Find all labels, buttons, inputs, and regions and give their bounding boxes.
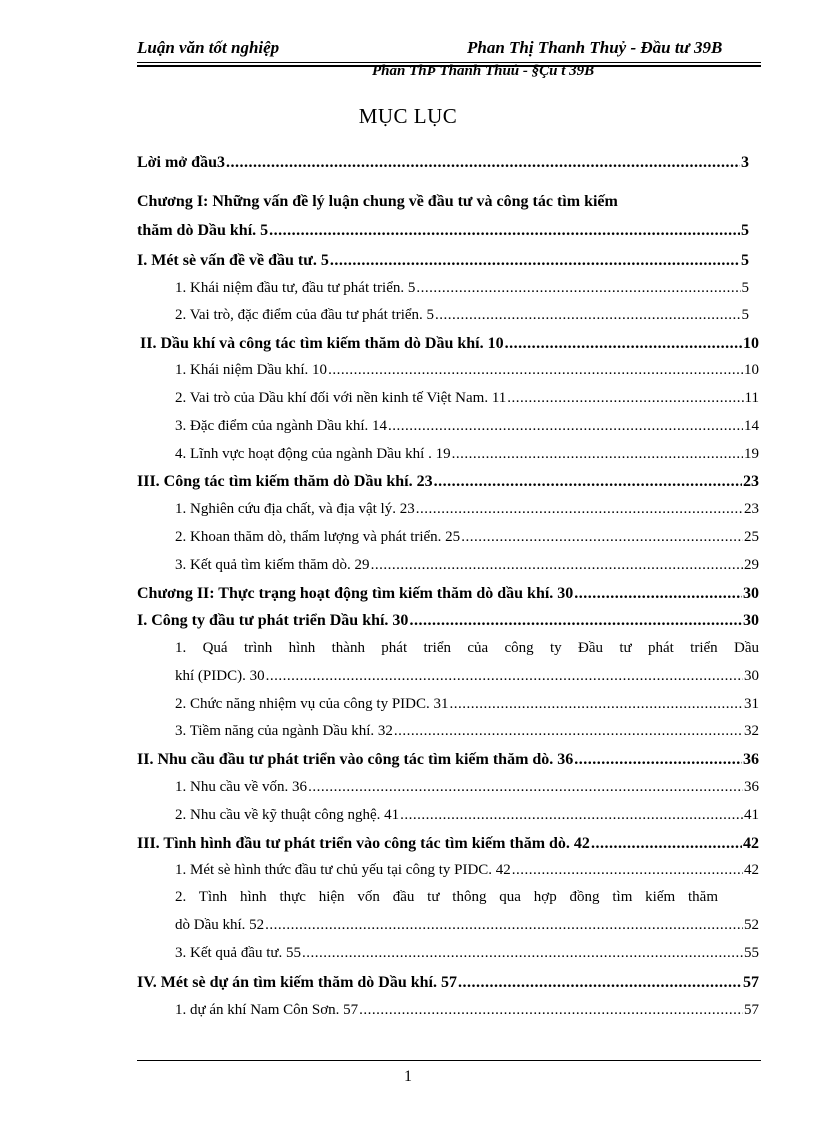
toc-entry-page: 5 [741, 280, 749, 296]
toc-leader [507, 390, 743, 407]
toc-entry-page: 55 [744, 945, 759, 961]
toc-entry[interactable] [175, 501, 759, 518]
toc-entry-page: 11 [744, 390, 759, 406]
toc-leader [505, 335, 742, 353]
toc-leader [371, 557, 743, 574]
toc-entry-page: 30 [743, 585, 759, 602]
toc-entry[interactable] [175, 362, 759, 379]
toc-entry-page: 10 [743, 335, 759, 352]
toc-entry-text: II. Dầu khí và công tác tìm kiếm thăm dò Dầu khí. 10 [140, 335, 504, 352]
toc-entry-text: Chương II: Thực trạng hoạt động tìm kiếm thăm dò dầu khí. 30 [137, 585, 574, 602]
toc-leader [388, 418, 743, 435]
footer-rule [137, 1060, 761, 1061]
toc-entry[interactable] [175, 862, 759, 879]
toc-entry[interactable] [175, 945, 759, 962]
toc-entry[interactable] [175, 529, 759, 546]
header-sub: Phan ThÞ Thanh Thuû - §Çu t 39B [372, 63, 595, 79]
toc-entry-page: 23 [744, 501, 759, 517]
toc-entry-text: III. Công tác tìm kiếm thăm dò Dầu khí. 23 [137, 473, 433, 490]
toc-leader [512, 862, 743, 879]
toc-entry-text: 2. Nhu cầu về kỹ thuật công nghệ. 41 [175, 807, 400, 823]
toc-entry-page: 30 [743, 612, 759, 629]
toc-entry-text: 3. Đặc điểm của ngành Dầu khí. 14 [175, 418, 388, 434]
toc-entry-page: 32 [744, 723, 759, 739]
toc-entry-text: thăm dò Dầu khí. 5 [137, 222, 269, 239]
toc-entry-text: 2. Khoan thăm dò, thẩm lượng và phát triển. 25 [175, 529, 461, 545]
toc-entry-page: 29 [744, 557, 759, 573]
toc-entry-page: 5 [741, 252, 749, 269]
toc-entry-text: 3. Kết quả tìm kiếm thăm dò. 29 [175, 557, 370, 573]
toc-entry[interactable] [175, 779, 759, 796]
toc-entry[interactable] [175, 307, 749, 324]
toc-entry[interactable] [175, 807, 759, 824]
toc-entry[interactable] [137, 835, 759, 853]
toc-entry[interactable] [137, 974, 759, 992]
toc-entry-page: 36 [744, 779, 759, 795]
toc-leader [266, 668, 743, 685]
toc-entry-page: 57 [744, 1002, 759, 1018]
toc-entry-line1[interactable]: 2. Tình hình thực hiện vốn đầu tư thông qua hợp đồng tìm kiếm thăm [175, 889, 718, 905]
toc-entry[interactable] [137, 252, 749, 270]
toc-leader [591, 835, 742, 853]
toc-entry-text: 1. Nhu cầu về vốn. 36 [175, 779, 308, 795]
page-number: 1 [404, 1068, 412, 1085]
header-left: Luận văn tốt nghiệp [137, 38, 280, 57]
toc-entry[interactable] [137, 473, 759, 491]
toc-entry-page: 5 [741, 307, 749, 323]
toc-entry-text: III. Tình hình đầu tư phát triển vào công tác tìm kiếm thăm dò. 42 [137, 835, 590, 852]
toc-leader [308, 779, 743, 796]
toc-entry-page: 42 [744, 862, 759, 878]
toc-entry-page: 3 [741, 154, 749, 171]
toc-entry-page: 57 [743, 974, 759, 991]
toc-leader [416, 280, 740, 297]
toc-entry-text: 1. Nghiên cứu địa chất, và địa vật lý. 23 [175, 501, 415, 517]
toc-entry[interactable] [175, 557, 759, 574]
toc-entry[interactable] [175, 390, 759, 407]
toc-entry-text: 1. Khái niệm đầu tư, đầu tư phát triển. 5 [175, 280, 416, 296]
toc-entry[interactable] [175, 1002, 759, 1019]
toc-entry-text: 3. Kết quả đầu tư. 55 [175, 945, 302, 961]
toc-entry[interactable] [175, 446, 759, 463]
toc-entry-page: 42 [743, 835, 759, 852]
toc-entry-page: 25 [744, 529, 759, 545]
toc-leader [416, 501, 743, 518]
toc-leader [574, 751, 742, 769]
toc-entry[interactable] [137, 222, 749, 240]
toc-leader [265, 917, 743, 934]
toc-entry-text: 3. Tiềm năng của ngành Dầu khí. 32 [175, 723, 393, 739]
toc-entry-text: dò Dầu khí. 52 [175, 917, 265, 933]
toc-entry-text: II. Nhu cầu đầu tư phát triển vào công tác tìm kiếm thăm dò. 36 [137, 751, 574, 768]
toc-leader [359, 1002, 743, 1019]
toc-entry-text: 1. Khái niệm Dầu khí. 10 [175, 362, 328, 378]
toc-entry-text: I. Mét sè vấn đề về đầu tư. 5 [137, 252, 329, 269]
toc-entry-text: I. Công ty đầu tư phát triển Dầu khí. 30 [137, 612, 409, 629]
toc-entry-page: 19 [744, 446, 759, 462]
toc-entry[interactable] [137, 751, 759, 769]
toc-entry-page: 5 [741, 222, 749, 239]
toc-entry-page: 31 [744, 696, 759, 712]
toc-title: MỤC LỤC [358, 104, 458, 128]
toc-leader [409, 612, 742, 630]
toc-entry-text: khí (PIDC). 30 [175, 668, 265, 684]
toc-entry-page: 23 [743, 473, 759, 490]
toc-leader [450, 696, 743, 713]
toc-entry-text: 1. Mét sè hình thức đầu tư chủ yếu tại công ty PIDC. 42 [175, 862, 511, 878]
toc-entry[interactable] [175, 723, 759, 740]
toc-entry-text: 1. dự án khí Nam Côn Sơn. 57 [175, 1002, 359, 1018]
toc-entry[interactable] [175, 668, 759, 685]
toc-leader [269, 222, 740, 240]
toc-entry[interactable] [137, 612, 759, 630]
toc-entry[interactable] [137, 585, 759, 603]
toc-entry[interactable] [175, 696, 759, 713]
toc-leader [330, 252, 740, 270]
toc-leader [226, 154, 740, 172]
toc-entry[interactable] [175, 280, 749, 297]
toc-entry-text: 2. Vai trò của Dầu khí đối với nền kinh tế Việt Nam. 11 [175, 390, 507, 406]
toc-entry-page: 10 [744, 362, 759, 378]
toc-entry[interactable] [175, 917, 759, 934]
toc-leader [458, 974, 742, 992]
toc-entry-text: 2. Vai trò, đặc điểm của đầu tư phát triển. 5 [175, 307, 435, 323]
toc-entry-page: 30 [744, 668, 759, 684]
toc-entry-text: IV. Mét sè dự án tìm kiếm thăm dò Dầu khí. 57 [137, 974, 457, 991]
toc-entry-text: 4. Lĩnh vực hoạt động của ngành Dầu khí . 19 [175, 446, 451, 462]
toc-entry[interactable] [140, 335, 759, 353]
toc-leader [394, 723, 743, 740]
toc-leader [574, 585, 742, 603]
toc-entry-text: Lời mở đầu3 [137, 154, 225, 171]
toc-leader [461, 529, 743, 546]
toc-leader [302, 945, 743, 962]
toc-entry-page: 36 [743, 751, 759, 768]
toc-entry-page: 14 [744, 418, 759, 434]
toc-leader [435, 307, 740, 324]
toc-entry-text: 2. Chức năng nhiệm vụ của công ty PIDC. 31 [175, 696, 449, 712]
toc-leader [452, 446, 743, 463]
toc-leader [434, 473, 742, 491]
toc-entry-line1[interactable]: Chương I: Những vấn đề lý luận chung về đầu tư và công tác tìm kiếm [137, 193, 618, 210]
toc-leader [328, 362, 743, 379]
header-right: Phan Thị Thanh Thuỷ - Đầu tư 39B [467, 38, 723, 57]
toc-entry-page: 41 [744, 807, 759, 823]
toc-entry[interactable] [137, 154, 749, 172]
toc-leader [400, 807, 743, 824]
toc-entry-page: 52 [744, 917, 759, 933]
toc-entry-line1[interactable]: 1. Quá trình hình thành phát triển của công ty Đầu tư phát triển Dầu [175, 640, 759, 656]
toc-entry[interactable] [175, 418, 759, 435]
